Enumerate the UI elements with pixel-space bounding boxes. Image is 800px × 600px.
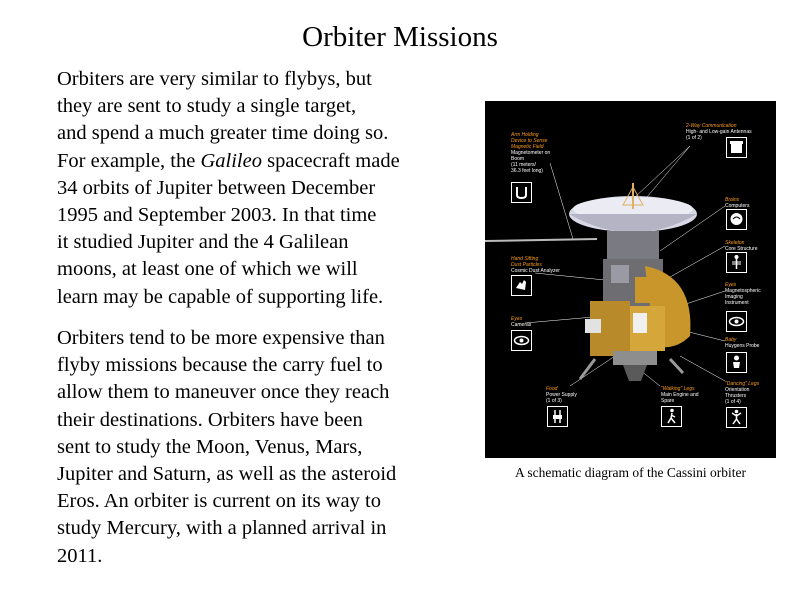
paragraph-galileo [57,66,400,311]
text-line: they are sent to study a single target, [57,95,357,118]
text-run: For example, the [57,149,201,172]
text-line: moons, at least one of which we will [57,258,358,281]
text-line [57,148,400,175]
hand-icon [511,275,532,296]
label-huygens-probe: Baby Huygens Probe [725,337,760,349]
label-core-structure: Skeleton Core Structure [725,240,758,252]
skeleton-icon [726,252,747,273]
text-line: flyby missions because the carry fuel to [57,354,383,377]
text-line: Jupiter and Saturn, as well as the asteroid [57,463,397,486]
galileo-emphasis: Galileo [200,149,262,172]
text-line: study Mercury, with a planned arrival in [57,517,387,540]
text-line: and spend a much greater time doing so. [57,122,389,145]
page-title: Orbiter Missions [302,21,498,53]
text-line: 2011. [57,544,103,567]
text-run: spacecraft made [261,149,400,172]
text-line: Orbiters tend to be more expensive than [57,327,385,349]
label-power-supply: Food Power Supply (1 of 3) [546,386,577,404]
text-line: Eros. An orbiter is current on its way to [57,490,381,513]
cassini-diagram [485,101,776,458]
label-computers: Brains Computers [725,197,750,209]
label-magnetometer: Arm Holding Device to Sense Magnetic Field Magnetometer on Boom (11 meters/ 36.3 feet long) [511,132,551,174]
label-antennas: 2-Way Communication High- and Low-gain Antennas (1 of 2) [686,123,752,141]
text-line: it studied Jupiter and the 4 Galilean [57,231,349,254]
dancing-figure-icon [726,407,747,428]
text-line: their destinations. Orbiters have been [57,408,363,431]
magnet-arm-icon [511,182,532,203]
text-line: 1995 and September 2003. In that time [57,204,377,227]
telephone-icon [726,137,747,158]
label-cameras: Eyes Cameras [511,316,532,328]
label-magnetospheric-imager: Eyes Magnetospheric Imaging Instrument [725,282,761,306]
eye-icon [726,311,747,332]
label-thrusters: "Dancing" Legs Orientation Thrusters (1 of 4) [725,381,760,405]
baby-icon [726,352,747,373]
walking-figure-icon [661,406,682,427]
food-icon [547,406,568,427]
text-line: Orbiters are very similar to flybys, but [57,68,372,90]
text-line: 34 orbits of Jupiter between December [57,176,376,199]
text-line: allow them to maneuver once they reach [57,381,390,404]
brain-icon [726,209,747,230]
paragraph-cost [57,325,396,570]
eye-icon [511,330,532,351]
text-line: learn may be capable of supporting life. [57,285,384,308]
text-line: sent to study the Moon, Venus, Mars, [57,435,363,458]
label-main-engine: "Walking" Legs Main Engine and Spare [661,386,699,404]
label-dust-analyzer: Hand Sifting Dust Particles Cosmic Dust Analyzer [511,256,560,274]
figure-caption: A schematic diagram of the Cassini orbiter [515,465,746,480]
